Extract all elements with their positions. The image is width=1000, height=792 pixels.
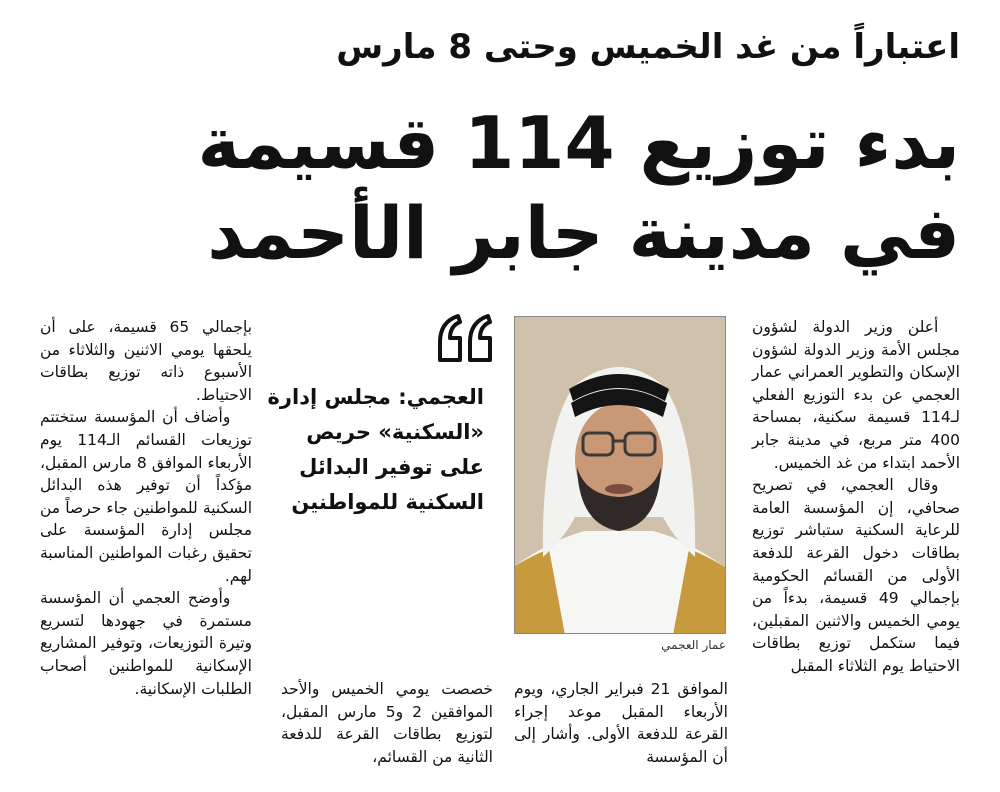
column-left (40, 316, 252, 700)
pull-quote: العجمي: مجلس إدارة «السكنية» حريص على توفير البدائل السكنية للمواطنين (267, 385, 484, 514)
paragraph: وأضاف أن المؤسسة ستختتم توزيعات القسائم الـ114 يوم الأربعاء الموافق 8 مارس المقبل، مؤكداً أن توفير هذه البدائل السكنية للمواطنين جاء حرصاً من مجلس إدارة المؤسسة على تحقيق رغبات المواطنين المناسبة لهم. (40, 408, 252, 585)
portrait-illustration (514, 317, 725, 634)
portrait-photo (514, 316, 726, 634)
headline (60, 98, 960, 278)
paragraph: خصصت يومي الخميس والأحد الموافقين 2 و5 مارس المقبل، لتوزيع بطاقات القرعة للدفعة الثانية من القسائم، (281, 680, 493, 766)
column-right (752, 316, 960, 678)
paragraph: الموافق 21 فبراير الجاري، ويوم الأربعاء المقبل موعد إجراء القرعة للدفعة الأولى. وأشار إلى أن المؤسسة (514, 680, 728, 766)
paragraph: بإجمالي 65 قسيمة، على أن يلحقها يومي الاثنين والثلاثاء من الأسبوع ذاته توزيع بطاقات الاحتياط. (40, 318, 252, 404)
column-middle-left (281, 678, 493, 768)
paragraph: وقال العجمي، في تصريح صحافي، إن المؤسسة العامة للرعاية السكنية ستباشر توزيع بطاقات دخول القرعة للدفعة الأولى من القسائم الحكومية بإجمالي 49 قسيمة، بدءاً من يومي الخميس والاثنين المقبلين، فيما ستكمل توزيع بطاقات الاحتياط يوم الثلاثاء المقبل (752, 476, 960, 675)
paragraph: وأوضح العجمي أن المؤسسة مستمرة في جهودها لتسريع وتيرة التوزيعات، وتوفير المشاريع الإسكانية للمواطنين أصحاب الطلبات الإسكانية. (40, 589, 252, 698)
headline-line-1: بدء توزيع 114 قسيمة (197, 101, 960, 185)
column-middle-right (514, 678, 728, 768)
headline-line-2: في مدينة جابر الأحمد (207, 191, 960, 275)
quote-mark-icon (430, 312, 500, 368)
kicker: اعتباراً من غد الخميس وحتى 8 مارس (336, 27, 960, 67)
paragraph: أعلن وزير الدولة لشؤون مجلس الأمة وزير الدولة لشؤون الإسكان والتطوير العمراني عمار العجمي عن بدء التوزيع الفعلي لـ114 قسيمة سكنية، بمساحة 400 متر مربع، في مدينة جابر الأحمد ابتداء من غد الخميس. (752, 318, 960, 472)
photo-caption: عمار العجمي (661, 638, 726, 652)
